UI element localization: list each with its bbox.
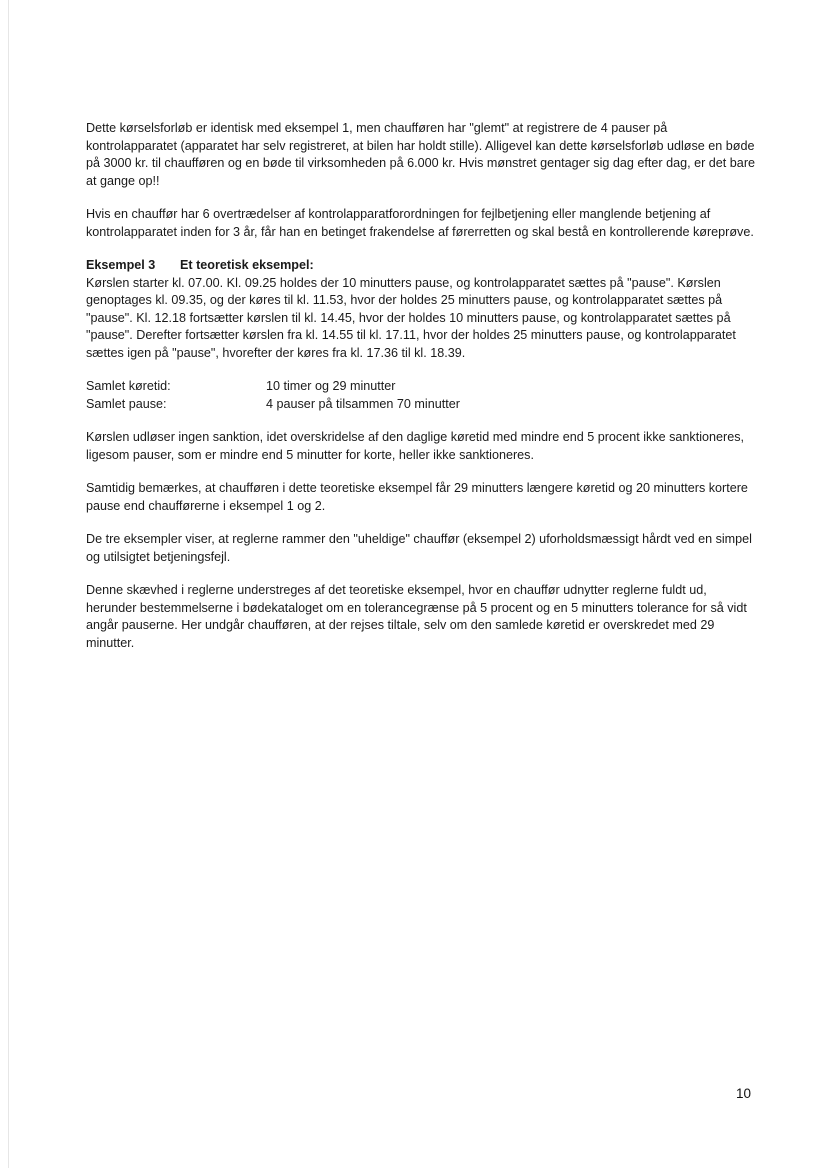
summary-table — [86, 378, 756, 413]
summary-driving-value: 10 timer og 29 minutter — [266, 379, 396, 393]
summary-driving-label: Samlet køretid: — [86, 379, 171, 393]
example-3-title: Et teoretisk eksempel: — [180, 258, 314, 272]
paragraph-no-sanction: Kørslen udløser ingen sanktion, idet overskridelse af den daglige køretid med mindre end 5 procent ikke sanktioneres, ligesom pauser, som er mindre end 5 minutter for korte, heller ikke sanktioneres. — [86, 430, 745, 462]
example-3-description: Kørslen starter kl. 07.00. Kl. 09.25 holdes der 10 minutters pause, og kontrolapparatet sættes på "pause". Kørslen genoptages kl. 09.35, og der køres til kl. 11.53, hvor der holdes 25 minutters pause, og kontrolapparatet sættes på "pause". Kl. 12.18 fortsætter kørslen til kl. 14.45, hvor der holdes 10 minutters pause, og kontrolapparatet sættes på "pause". Derefter fortsætter kørslen fra kl. 14.55 til kl. 17.11, hvor der holdes 25 minutters pause, og kontrolapparatet sættes igen på "pause", hvorefter der køres fra kl. 17.36 til kl. 18.39. — [86, 275, 736, 360]
summary-pause-label: Samlet pause: — [86, 396, 167, 411]
document-body — [86, 120, 756, 668]
example-3-label: Eksempel 3 — [86, 258, 156, 272]
summary-pause-value: 4 pauser på tilsammen 70 minutter — [266, 396, 460, 411]
page-edge-line — [8, 0, 9, 1168]
paragraph-conclusion: De tre eksempler viser, at reglerne rammer den "uheldige" chauffør (eksempel 2) uforholdsmæssigt hårdt ved en simpel og utilsigtet betjeningsfejl. — [86, 532, 752, 564]
summary-row-driving — [86, 378, 756, 396]
page-number: 10 — [736, 1086, 752, 1101]
example-3-section — [86, 257, 756, 362]
summary-row-pause — [86, 396, 756, 414]
paragraph-skewness: Denne skævhed i reglerne understreges af det teoretiske eksempel, hvor en chauffør udnytter reglerne fuldt ud, herunder bestemmelserne i bødekataloget om en tolerancegrænse på 5 procent og en 5 minutters tolerance for så vidt angår pauserne. Her undgår chaufføren, at der rejses tiltale, selv om den samlede køretid er overskredet med 29 minutter. — [86, 583, 747, 650]
paragraph-forgotten-pauses: Dette kørselsforløb er identisk med eksempel 1, men chaufføren har "glemt" at registrere de 4 pauser på kontrolapparatet (apparatet har selv registreret, at bilen har holdt stille). Alligevel kan dette kørselsforløb udløse en bøde på 3000 kr. til chaufføren og en bøde til virksomheden på 6.000 kr. Hvis mønstret gentager sig dag efter dag, er det bare at gange op!! — [86, 121, 756, 188]
example-3-heading — [86, 257, 756, 275]
paragraph-violations: Hvis en chauffør har 6 overtrædelser af kontrolapparatforordningen for fejlbetjening eller manglende betjening af kontrolapparatet inden for 3 år, får han en betinget frakendelse af førerretten og skal bestå en kontrollerende køreprøve. — [86, 207, 754, 239]
paragraph-comparison: Samtidig bemærkes, at chaufføren i dette teoretiske eksempel får 29 minutters længere køretid og 20 minutters kortere pause end chaufførerne i eksempel 1 og 2. — [86, 481, 748, 513]
